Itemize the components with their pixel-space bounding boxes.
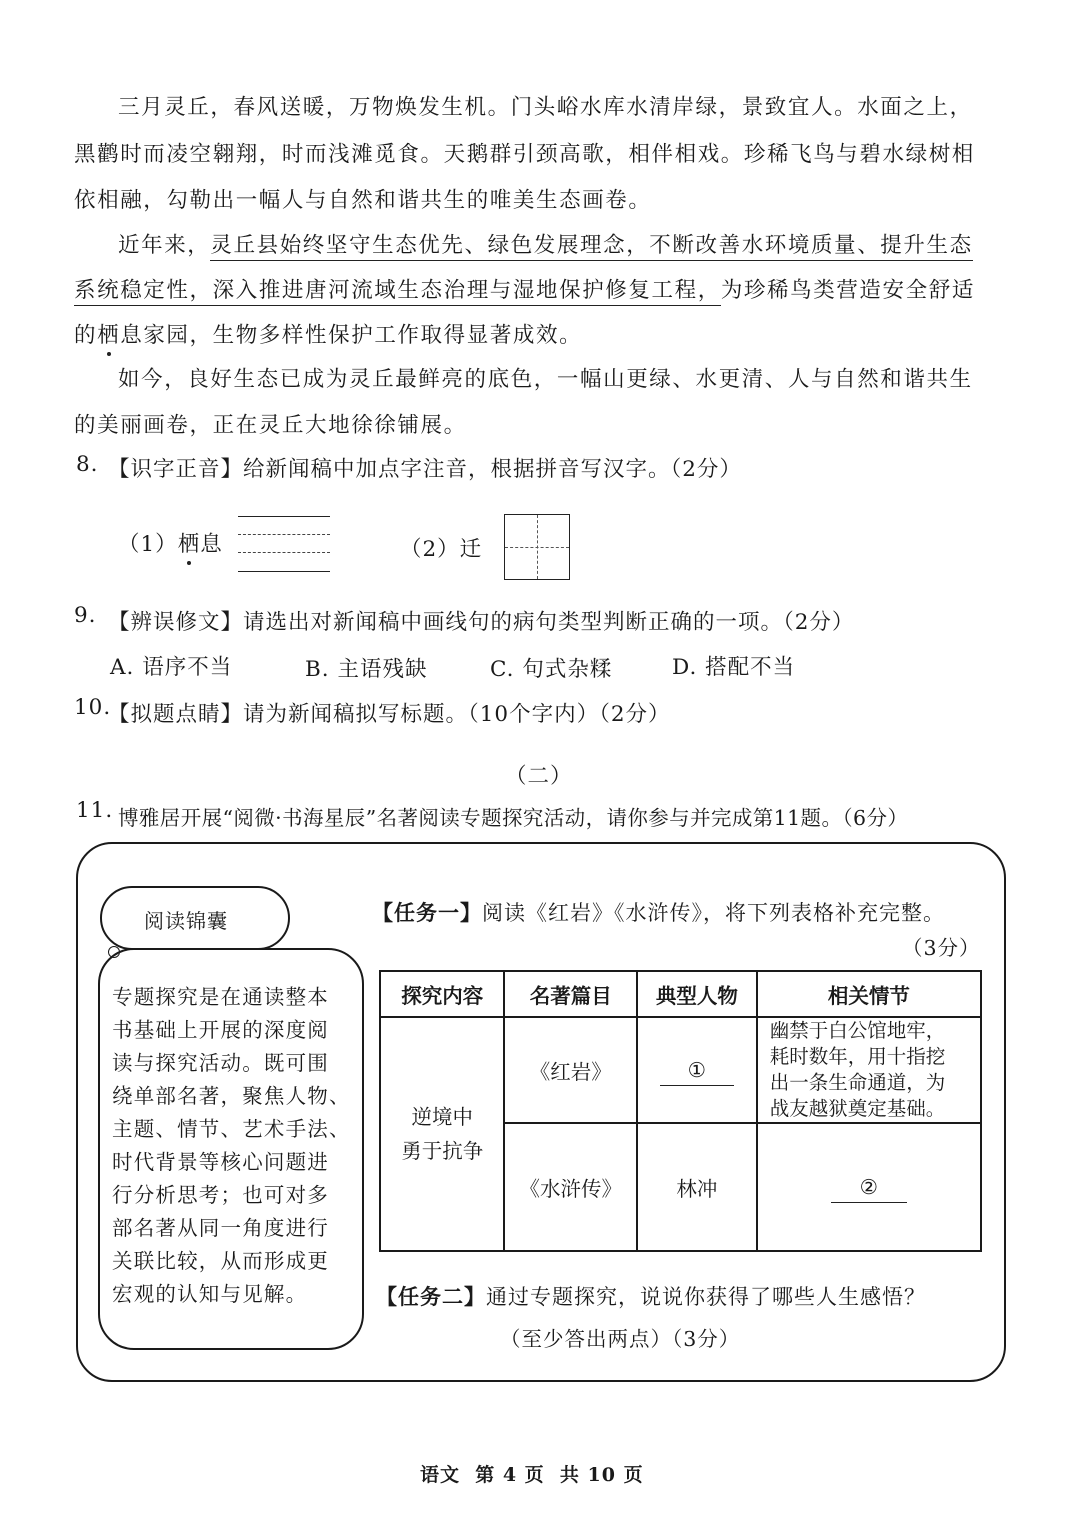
task2-text: 通过专题探究，说说你获得了哪些人生感悟？ — [486, 1285, 926, 1309]
article-p3-line1: 如今，良好生态已成为灵丘最鲜亮的底色，一幅山更绿、水更清、人与自然和谐共生 — [118, 367, 973, 392]
article-p2-end: 息家园，生物多样性保护工作取得显著成效。 — [120, 323, 583, 348]
plot-line: 战友越狱奠定基础。 — [769, 1097, 946, 1120]
character-writing-grid[interactable] — [504, 514, 570, 580]
tip-line: 时代背景等核心问题进 — [112, 1150, 329, 1174]
table-header: 典型人物 — [637, 971, 757, 1017]
pinyin-answer-lines[interactable] — [238, 516, 330, 574]
blank-2[interactable]: ② — [831, 1172, 907, 1203]
tip-line: 绕单部名著，聚焦人物、 — [112, 1084, 351, 1108]
book-cell-shuihu: 《水浒传》 — [504, 1123, 637, 1251]
book-cell-hongyan: 《红岩》 — [504, 1017, 637, 1123]
q11-stem: 博雅居开展“阅微·书海星辰”名著阅读专题探究活动，请你参与并完成第11题。（6分） — [118, 806, 909, 830]
plot-cell-blank2[interactable] — [757, 1123, 981, 1251]
q9-stem: 【辨误修文】请选出对新闻稿中画线句的病句类型判断正确的一项。（2分） — [108, 610, 855, 635]
underlined-sentence-part2: 系统稳定性，深入推进唐河流域生态治理与湿地保护修复工程， — [74, 278, 721, 306]
article-p2-line3 — [74, 318, 582, 349]
task2-label: 【任务二】 — [376, 1284, 486, 1309]
task1-text: 阅读《红岩》《水浒传》，将下列表格补充完整。 — [482, 901, 945, 925]
task1-label: 【任务一】 — [372, 900, 482, 925]
blank-1[interactable]: ① — [660, 1055, 734, 1086]
topic-line2: 勇于抗争 — [401, 1139, 484, 1163]
plot-line: 耗时数年，用十指挖 — [769, 1045, 946, 1068]
dotted-char-qi: 栖 — [97, 323, 121, 348]
article-p2-pre: 的 — [74, 323, 98, 348]
person-cell-linchong: 林冲 — [637, 1123, 757, 1251]
plot-cell-hongyan — [757, 1017, 981, 1123]
section-title: （二） — [505, 764, 573, 789]
q10-stem: 【拟题点睛】请为新闻稿拟写标题。（10个字内）（2分） — [108, 702, 671, 727]
tip-line: 读与探究活动。既可围 — [112, 1051, 329, 1075]
topic-cell — [380, 1017, 504, 1251]
plot-line: 幽禁于白公馆地牢， — [769, 1019, 946, 1042]
task1-line — [372, 897, 945, 927]
tip-title: 阅读锦囊 — [144, 909, 228, 933]
q9-option-d[interactable]: D. 搭配不当 — [672, 655, 796, 680]
q9-option-c[interactable]: C. 句式杂糅 — [490, 657, 613, 682]
q8-item1-label: （1） — [118, 532, 178, 557]
q9-option-b[interactable]: B. 主语残缺 — [305, 657, 428, 682]
q8-stem: 【识字正音】给新闻稿中加点字注音，根据拼音写汉字。（2分） — [108, 457, 742, 482]
q9-option-a[interactable]: A. 语序不当 — [110, 655, 233, 680]
tip-line: 书基础上开展的深度阅 — [112, 1018, 329, 1042]
q8-item2: （2）迁 — [400, 537, 483, 562]
q8-number: 8. — [76, 452, 99, 477]
underlined-sentence-part1: 灵丘县始终坚守生态优先、绿色发展理念，不断改善水环境质量、提升生态 — [210, 233, 972, 261]
table-header: 相关情节 — [757, 971, 981, 1017]
article-p2-line1 — [118, 228, 973, 259]
q9-number: 9. — [74, 603, 97, 628]
task2-line — [376, 1281, 926, 1311]
tip-line: 行分析思考；也可对多 — [112, 1183, 329, 1207]
tip-line: 关联比较，从而形成更 — [112, 1249, 329, 1273]
q11-number: 11. — [76, 798, 114, 823]
q8-item1-rest: 息 — [200, 532, 223, 557]
article-p2-rest: 为珍稀鸟类营造安全舒适 — [720, 278, 975, 303]
article-p2-line2 — [74, 273, 975, 304]
article-p1-line1: 三月灵丘，春风送暖，万物焕发生机。门头峪水库水清岸绿，景致宜人。水面之上， — [118, 95, 973, 120]
tip-line: 主题、情节、艺术手法、 — [112, 1117, 351, 1141]
q8-item1-dotted-char: 栖 — [177, 532, 201, 557]
task2-sub: （至少答出两点）（3分） — [500, 1327, 741, 1351]
task1-score: （3分） — [902, 936, 981, 960]
q10-number: 10. — [74, 695, 112, 720]
article-p1-line3: 依相融，勾勒出一幅人与自然和谐共生的唯美生态画卷。 — [74, 188, 652, 213]
tip-line: 宏观的认知与见解。 — [112, 1282, 308, 1306]
table-header: 名著篇目 — [504, 971, 637, 1017]
article-p1-line2: 黑鹳时而凌空翱翔，时而浅滩觅食。天鹅群引颈高歌，相伴相戏。珍稀飞鸟与碧水绿树相 — [74, 142, 975, 167]
task1-table — [379, 970, 982, 1252]
article-p2-lead: 近年来， — [118, 233, 211, 258]
tip-line: 部名著从同一角度进行 — [112, 1216, 329, 1240]
article-p3-line2: 的美丽画卷，正在灵丘大地徐徐铺展。 — [74, 413, 467, 438]
page-footer: 语文 第 4 页 共 10 页 — [420, 1464, 644, 1486]
q8-item1 — [118, 527, 223, 558]
plot-line: 出一条生命通道，为 — [769, 1071, 946, 1094]
topic-line1: 逆境中 — [411, 1105, 473, 1129]
tip-line: 专题探究是在通读整本 — [112, 985, 329, 1009]
person-cell-blank1[interactable] — [637, 1017, 757, 1123]
table-header: 探究内容 — [380, 971, 504, 1017]
